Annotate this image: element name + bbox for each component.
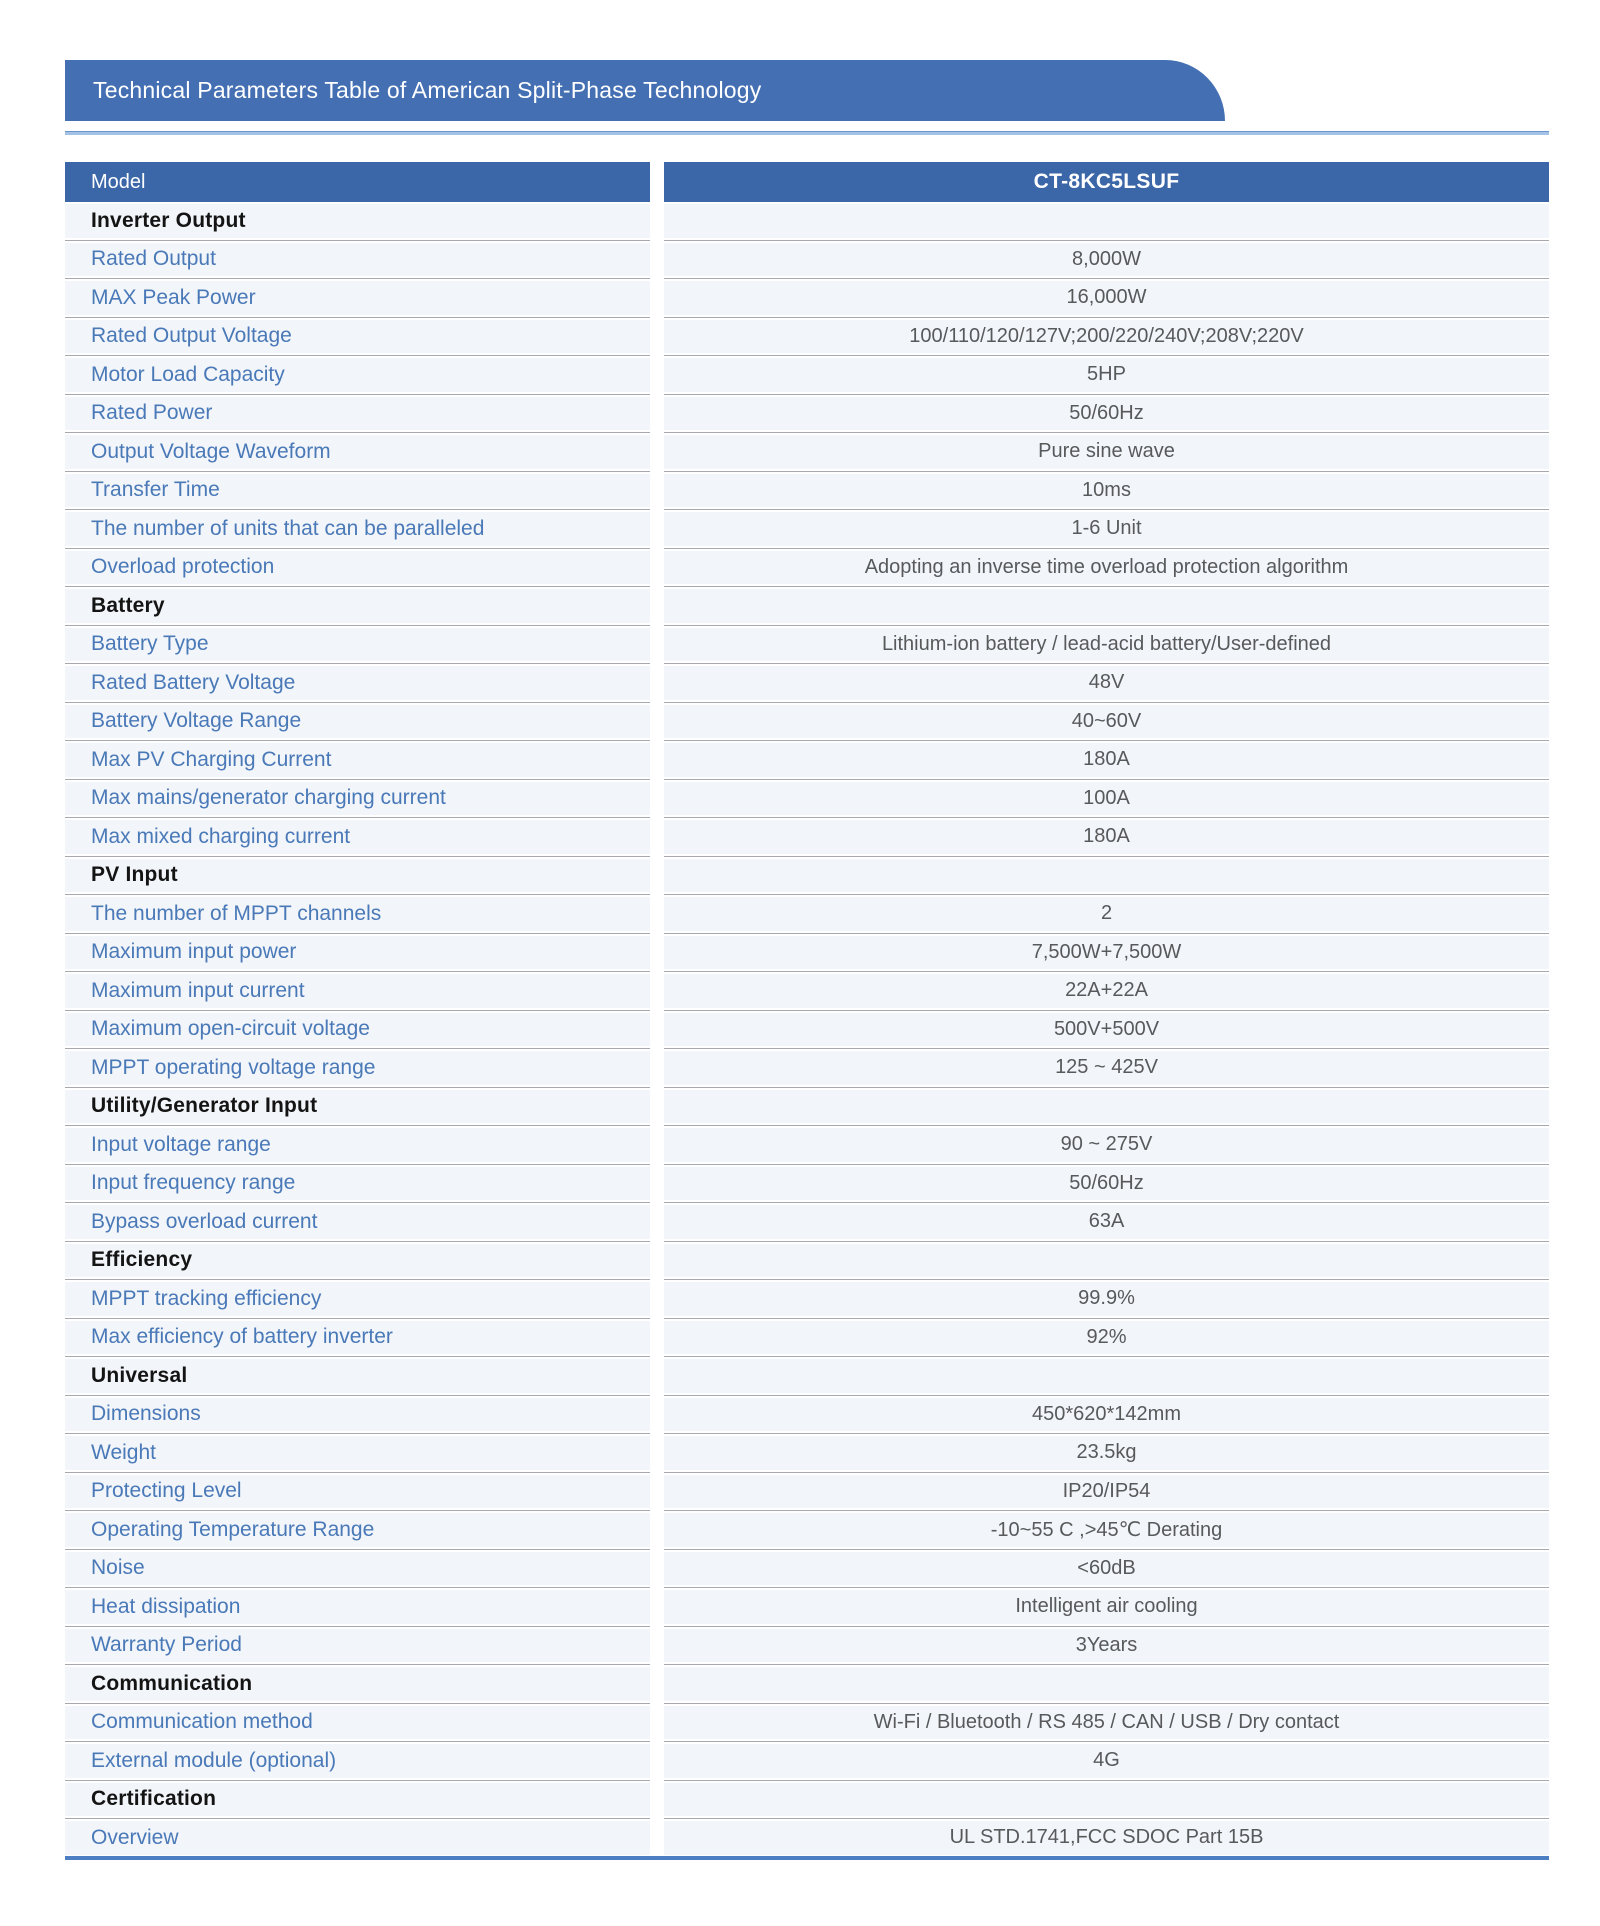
table-row <box>65 512 1549 546</box>
row-value: 100/110/120/127V;200/220/240V;208V;220V <box>909 324 1304 347</box>
row-label-cell <box>65 782 650 816</box>
row-value-cell <box>664 1783 1549 1817</box>
row-value-cell <box>664 397 1549 431</box>
row-value-cell <box>664 1629 1549 1663</box>
row-label-cell <box>65 1629 650 1663</box>
row-value-cell <box>664 1513 1549 1547</box>
row-value-cell <box>664 705 1549 739</box>
row-value-cell <box>664 1436 1549 1470</box>
row-value: 450*620*142mm <box>1032 1402 1181 1425</box>
row-label: Warranty Period <box>91 1633 242 1657</box>
row-label-cell <box>65 512 650 546</box>
row-value: 10ms <box>1082 478 1131 501</box>
row-label: Input frequency range <box>91 1171 296 1195</box>
row-value-cell <box>664 512 1549 546</box>
row-label-cell <box>65 628 650 662</box>
row-label: Input voltage range <box>91 1132 271 1156</box>
row-value-cell <box>664 1552 1549 1586</box>
section-row <box>65 859 1549 893</box>
row-label-cell <box>65 974 650 1008</box>
row-label-cell <box>65 1783 650 1817</box>
row-label-cell <box>65 820 650 854</box>
row-label: Noise <box>91 1556 145 1580</box>
row-value-cell <box>664 1744 1549 1778</box>
row-value-cell <box>664 1398 1549 1432</box>
row-label: Rated Battery Voltage <box>91 670 296 694</box>
row-value-cell <box>664 1282 1549 1316</box>
table-body <box>65 204 1549 1855</box>
title-banner <box>65 60 1225 121</box>
row-value: Adopting an inverse time overload protection algorithm <box>864 555 1349 578</box>
row-label: Overview <box>91 1825 179 1849</box>
row-value: 7,500W+7,500W <box>1031 940 1182 963</box>
row-label: External module (optional) <box>91 1748 337 1772</box>
row-label: Maximum open-circuit voltage <box>91 1017 370 1041</box>
model-number: CT-8KC5LSUF <box>1033 170 1180 193</box>
model-header-cell <box>65 162 650 202</box>
row-label-cell <box>65 1090 650 1124</box>
row-label: Overload protection <box>91 555 275 579</box>
row-value: 180A <box>1083 748 1130 771</box>
row-label-cell <box>65 859 650 893</box>
row-value-cell <box>664 1205 1549 1239</box>
page-title: Technical Parameters Table of American Split-Phase Technology <box>93 77 762 103</box>
table-bottom-border <box>65 1856 1549 1860</box>
row-label: Dimensions <box>91 1402 201 1426</box>
section-row <box>65 1783 1549 1817</box>
row-label-cell <box>65 897 650 931</box>
table-row <box>65 897 1549 931</box>
section-row <box>65 1090 1549 1124</box>
row-label: Weight <box>91 1440 156 1464</box>
row-value-cell <box>664 974 1549 1008</box>
row-label-cell <box>65 1282 650 1316</box>
row-label: Certification <box>91 1787 217 1811</box>
row-label-cell <box>65 1244 650 1278</box>
row-value-cell <box>664 320 1549 354</box>
row-label-cell <box>65 1475 650 1509</box>
table-row <box>65 1013 1549 1047</box>
row-value: 40~60V <box>1071 709 1142 732</box>
model-value-cell <box>664 162 1549 202</box>
row-label: Rated Power <box>91 401 213 425</box>
table-row <box>65 1513 1549 1547</box>
row-value: Intelligent air cooling <box>1015 1595 1198 1618</box>
row-label-cell <box>65 1706 650 1740</box>
row-label: The number of units that can be paralleled <box>91 516 485 540</box>
row-label: Protecting Level <box>91 1479 242 1503</box>
spec-table <box>65 162 1549 1860</box>
row-value: 125 ~ 425V <box>1055 1056 1158 1079</box>
row-value-cell <box>664 474 1549 508</box>
row-label: Maximum input power <box>91 940 297 964</box>
table-row <box>65 820 1549 854</box>
row-label-cell <box>65 204 650 238</box>
table-row <box>65 974 1549 1008</box>
row-label: Operating Temperature Range <box>91 1517 375 1541</box>
table-row <box>65 435 1549 469</box>
row-label-cell <box>65 1590 650 1624</box>
row-value: 2 <box>1100 902 1113 925</box>
row-label: Battery Type <box>91 632 209 656</box>
row-value: 500V+500V <box>1053 1017 1160 1040</box>
row-value: 1-6 Unit <box>1071 517 1142 540</box>
table-row <box>65 474 1549 508</box>
row-value: 100A <box>1083 786 1130 809</box>
row-value: 5HP <box>1087 363 1126 386</box>
row-label: Utility/Generator Input <box>91 1094 318 1118</box>
table-row <box>65 705 1549 739</box>
row-value: 3Years <box>1075 1633 1138 1656</box>
row-value-cell <box>664 1321 1549 1355</box>
row-value: 48V <box>1088 671 1125 694</box>
row-value-cell <box>664 589 1549 623</box>
row-label-cell <box>65 1167 650 1201</box>
row-value: <60dB <box>1077 1556 1136 1579</box>
row-label-cell <box>65 666 650 700</box>
row-value: 16,000W <box>1066 286 1147 309</box>
row-value-cell <box>664 1590 1549 1624</box>
header-divider-rule <box>65 131 1549 135</box>
table-row <box>65 551 1549 585</box>
row-label-cell <box>65 936 650 970</box>
row-value: Wi-Fi / Bluetooth / RS 485 / CAN / USB / Dry contact <box>873 1710 1340 1733</box>
table-row <box>65 1590 1549 1624</box>
row-value: Pure sine wave <box>1038 440 1175 463</box>
row-value: 4G <box>1093 1749 1120 1772</box>
row-value: 99.9% <box>1078 1287 1135 1310</box>
row-label: Max mains/generator charging current <box>91 786 446 810</box>
row-label-cell <box>65 1436 650 1470</box>
table-row <box>65 1475 1549 1509</box>
row-value-cell <box>664 936 1549 970</box>
row-label-cell <box>65 1051 650 1085</box>
row-value-cell <box>664 243 1549 277</box>
row-value: 50/60Hz <box>1069 1171 1144 1194</box>
row-label: Communication <box>91 1671 253 1695</box>
table-row <box>65 1629 1549 1663</box>
row-value-cell <box>664 1359 1549 1393</box>
row-label: Communication method <box>91 1710 313 1734</box>
row-label: Max efficiency of battery inverter <box>91 1325 393 1349</box>
section-row <box>65 1667 1549 1701</box>
table-row <box>65 397 1549 431</box>
row-label: Heat dissipation <box>91 1594 241 1618</box>
row-value-cell <box>664 435 1549 469</box>
row-value: 180A <box>1083 825 1130 848</box>
row-label: Efficiency <box>91 1248 193 1272</box>
row-label-cell <box>65 358 650 392</box>
row-label-cell <box>65 1667 650 1701</box>
row-label-cell <box>65 397 650 431</box>
row-label: Battery <box>91 593 165 617</box>
row-label: Max PV Charging Current <box>91 747 332 771</box>
row-value-cell <box>664 1128 1549 1162</box>
table-row <box>65 1167 1549 1201</box>
row-label-cell <box>65 1359 650 1393</box>
table-row <box>65 936 1549 970</box>
row-value: 50/60Hz <box>1069 401 1144 424</box>
row-value-cell <box>664 1051 1549 1085</box>
row-value-cell <box>664 666 1549 700</box>
row-value-cell <box>664 859 1549 893</box>
table-header-row <box>65 162 1549 202</box>
row-label: Inverter Output <box>91 208 246 232</box>
row-value-cell <box>664 204 1549 238</box>
row-label: Rated Output <box>91 247 216 271</box>
table-row <box>65 666 1549 700</box>
row-label-cell <box>65 474 650 508</box>
row-label-cell <box>65 435 650 469</box>
row-value: 92% <box>1086 1325 1127 1348</box>
row-label-cell <box>65 320 650 354</box>
section-row <box>65 204 1549 238</box>
model-header-label: Model <box>91 170 146 193</box>
row-label: Rated Output Voltage <box>91 324 292 348</box>
row-value-cell <box>664 358 1549 392</box>
row-label-cell <box>65 1321 650 1355</box>
table-row <box>65 358 1549 392</box>
row-label: MPPT tracking efficiency <box>91 1286 322 1310</box>
row-label: Battery Voltage Range <box>91 709 302 733</box>
row-label: Universal <box>91 1363 188 1387</box>
row-label: Transfer Time <box>91 478 220 502</box>
row-value: 22A+22A <box>1065 979 1148 1002</box>
table-row <box>65 628 1549 662</box>
row-label-cell <box>65 743 650 777</box>
row-label-cell <box>65 1205 650 1239</box>
row-label: Max mixed charging current <box>91 824 351 848</box>
row-label-cell <box>65 1552 650 1586</box>
row-label-cell <box>65 1398 650 1432</box>
row-label: PV Input <box>91 863 178 887</box>
row-value-cell <box>664 1667 1549 1701</box>
table-row <box>65 281 1549 315</box>
table-row <box>65 782 1549 816</box>
section-row <box>65 1244 1549 1278</box>
row-label: MPPT operating voltage range <box>91 1055 376 1079</box>
section-row <box>65 1359 1549 1393</box>
table-row <box>65 1821 1549 1855</box>
row-label: Output Voltage Waveform <box>91 439 331 463</box>
row-label-cell <box>65 1744 650 1778</box>
table-row <box>65 1282 1549 1316</box>
row-label-cell <box>65 281 650 315</box>
row-value-cell <box>664 628 1549 662</box>
row-label-cell <box>65 1821 650 1855</box>
row-label-cell <box>65 1513 650 1547</box>
table-row <box>65 743 1549 777</box>
row-value: IP20/IP54 <box>1062 1479 1151 1502</box>
row-label: Maximum input current <box>91 978 305 1002</box>
row-value-cell <box>664 551 1549 585</box>
row-label: The number of MPPT channels <box>91 901 382 925</box>
table-row <box>65 1744 1549 1778</box>
table-row <box>65 1128 1549 1162</box>
row-label: Motor Load Capacity <box>91 362 285 386</box>
table-row <box>65 243 1549 277</box>
table-row <box>65 1706 1549 1740</box>
table-row <box>65 1321 1549 1355</box>
table-row <box>65 1436 1549 1470</box>
row-value: -10~55 C ,>45℃ Derating <box>990 1519 1223 1542</box>
table-row <box>65 1398 1549 1432</box>
row-label-cell <box>65 551 650 585</box>
row-value-cell <box>664 1821 1549 1855</box>
row-value-cell <box>664 743 1549 777</box>
row-value-cell <box>664 1706 1549 1740</box>
row-label: MAX Peak Power <box>91 285 256 309</box>
row-label: Bypass overload current <box>91 1209 318 1233</box>
row-value-cell <box>664 897 1549 931</box>
row-value: 8,000W <box>1072 247 1141 270</box>
row-value-cell <box>664 281 1549 315</box>
row-value-cell <box>664 1013 1549 1047</box>
row-value-cell <box>664 1090 1549 1124</box>
row-value-cell <box>664 782 1549 816</box>
row-value: UL STD.1741,FCC SDOC Part 15B <box>949 1826 1264 1849</box>
row-label-cell <box>65 705 650 739</box>
row-value-cell <box>664 820 1549 854</box>
row-value: Lithium-ion battery / lead-acid battery/User-defined <box>881 632 1332 655</box>
row-label-cell <box>65 1128 650 1162</box>
row-label-cell <box>65 589 650 623</box>
row-label-cell <box>65 243 650 277</box>
table-row <box>65 1552 1549 1586</box>
row-value-cell <box>664 1475 1549 1509</box>
table-row <box>65 1205 1549 1239</box>
row-value-cell <box>664 1167 1549 1201</box>
table-row <box>65 1051 1549 1085</box>
row-value-cell <box>664 1244 1549 1278</box>
row-value: 90 ~ 275V <box>1060 1133 1153 1156</box>
section-row <box>65 589 1549 623</box>
row-value: 63A <box>1088 1210 1125 1233</box>
row-value: 23.5kg <box>1076 1441 1137 1464</box>
row-label-cell <box>65 1013 650 1047</box>
table-row <box>65 320 1549 354</box>
